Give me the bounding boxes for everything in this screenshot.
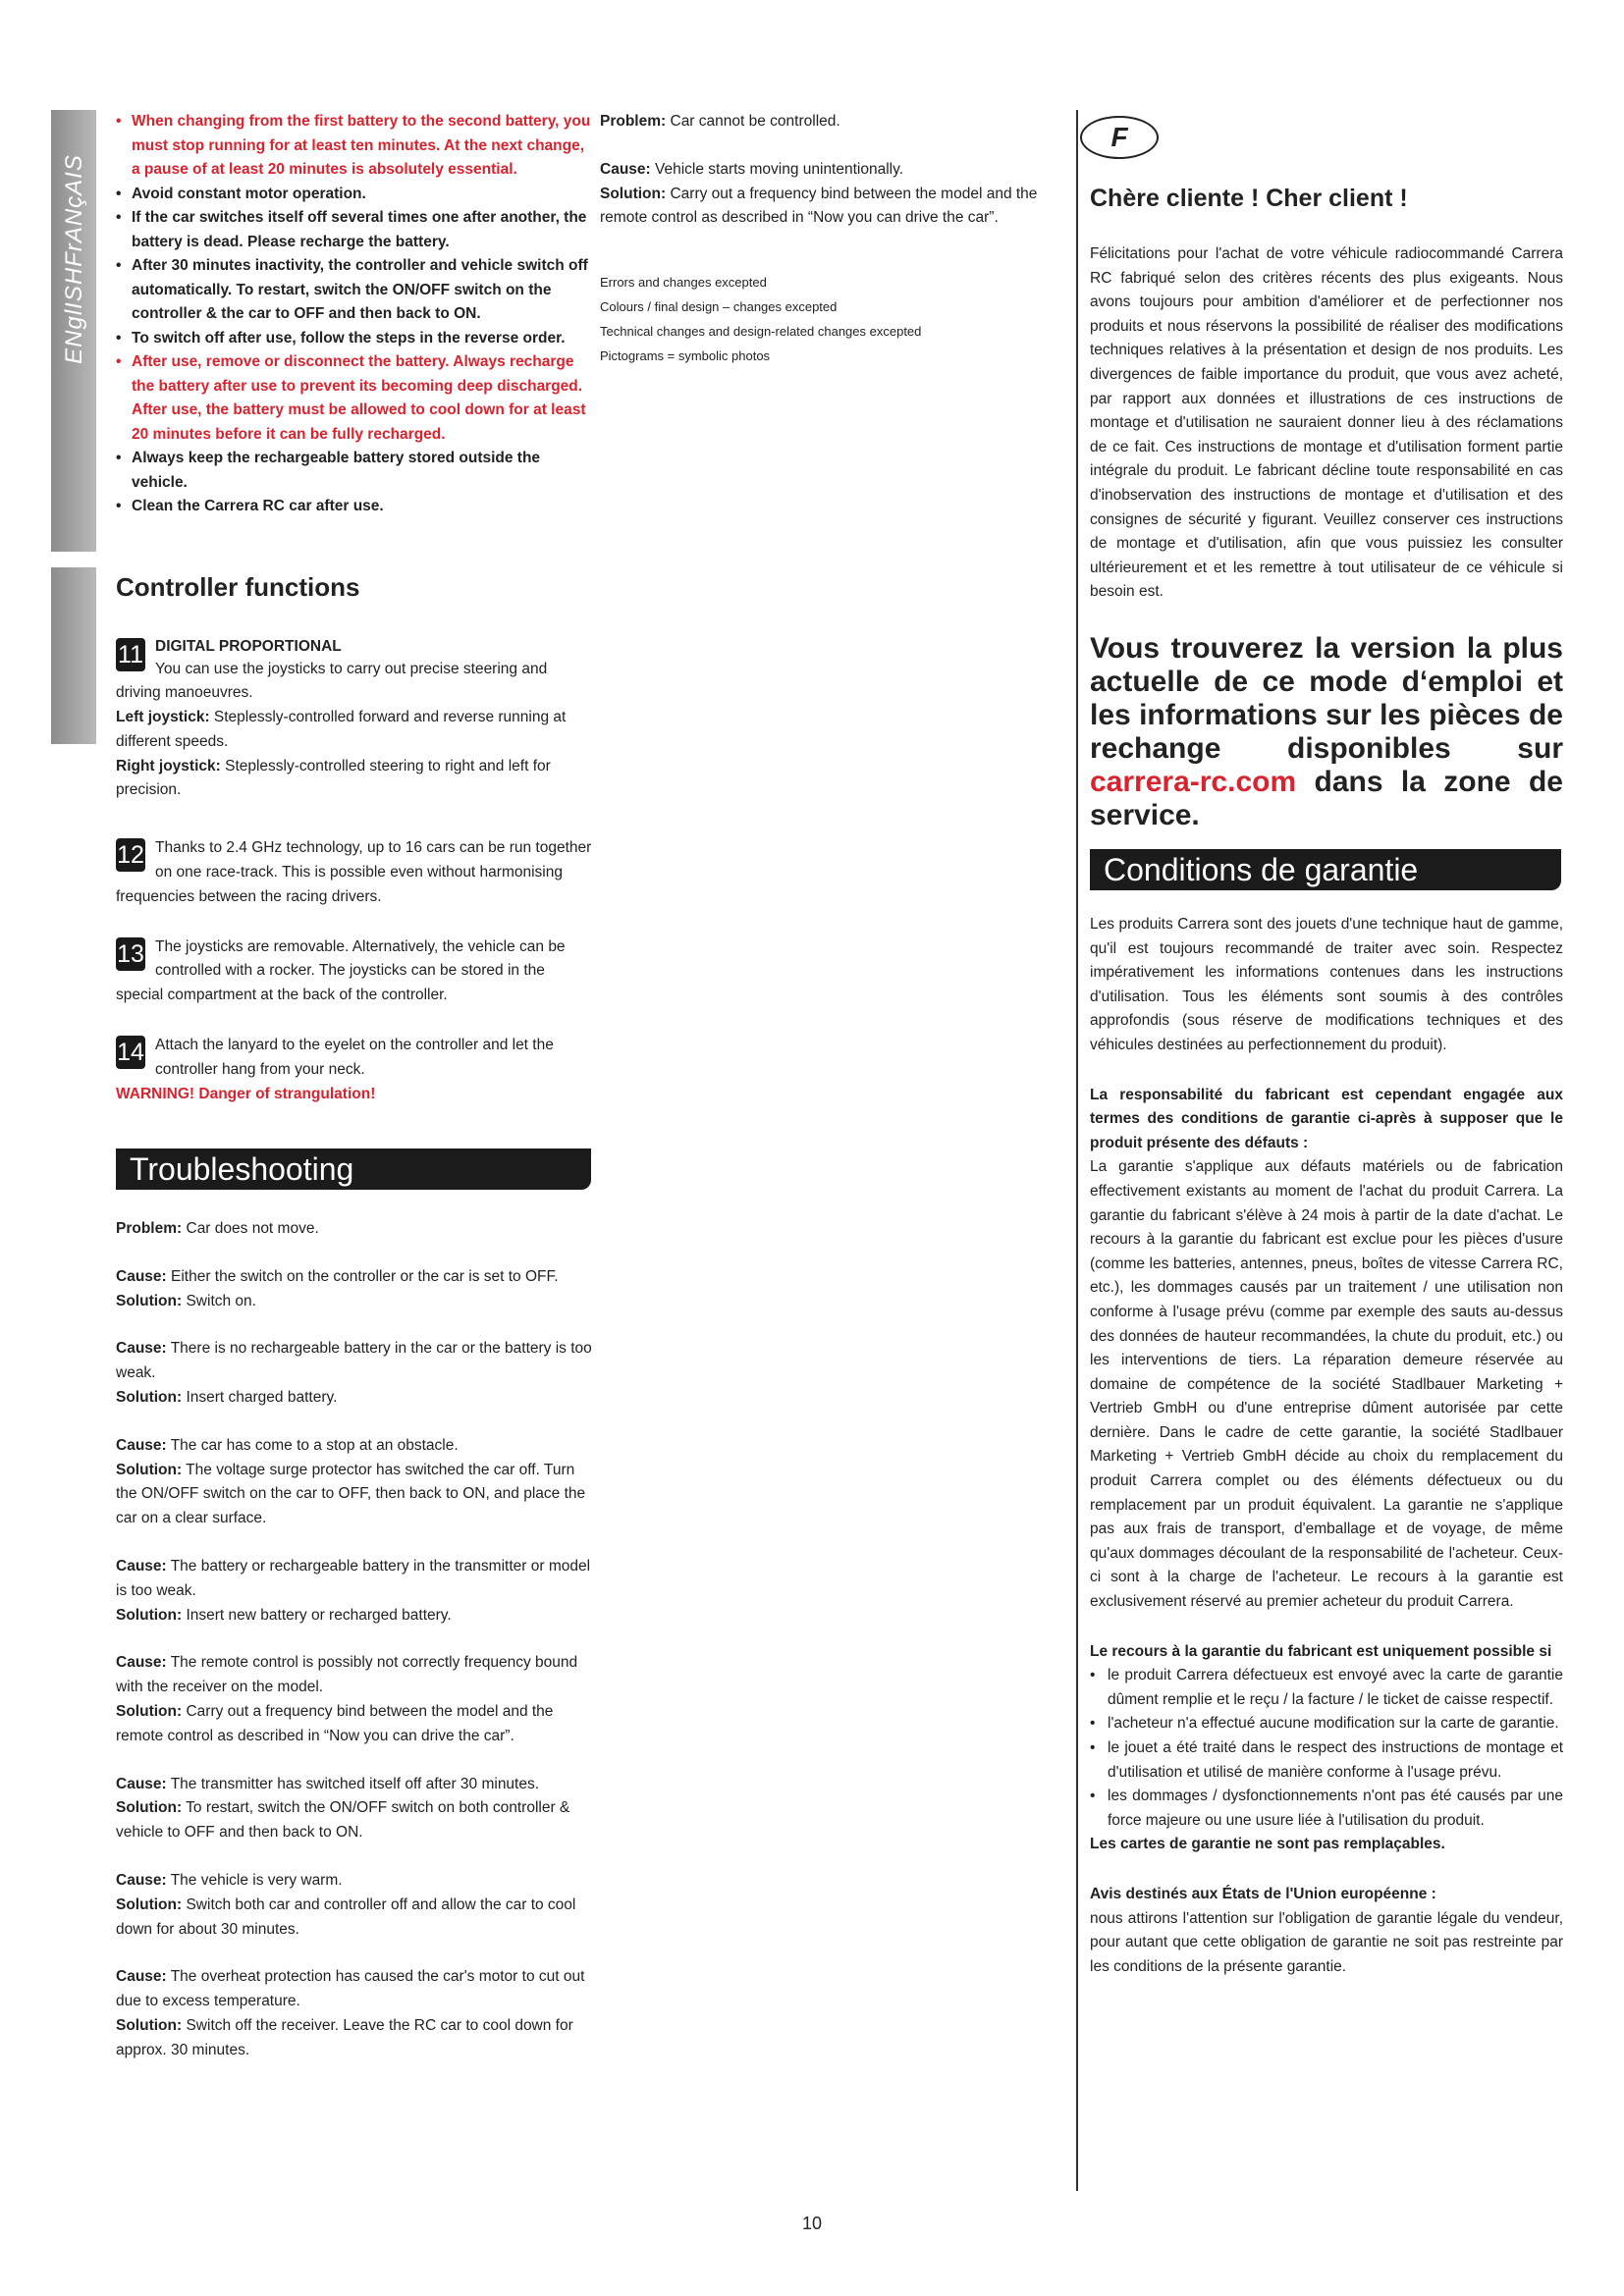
cause-line: Cause: The car has come to a stop at an obstacle. [116,1436,459,1454]
note: Colours / final design – changes excepted [600,299,838,315]
safety-bullet: • After 30 minutes inactivity, the controller and vehicle switch off automatically. To restart, switch the ON/OFF switch on the controller & the car to OFF and then back to ON. [116,254,592,327]
problem-line: Problem: Car cannot be controlled. [600,113,840,130]
cause-solution-block [116,1651,592,1748]
warranty-banner: Conditions de garantie [1090,849,1561,890]
column-right [1090,185,1563,832]
item-text: You can use the joysticks to carry out precise steering and driving manoeuvres. [116,660,548,702]
item-number-badge: 11 [116,638,145,671]
cards-note: Les cartes de garantie ne sont pas remplaçables. [1090,1836,1445,1853]
website-link[interactable]: carrera-rc.com [1090,765,1297,798]
cause-line: Cause: The overheat protection has caused the car's motor to cut out due to excess temperature. [116,1968,585,2010]
solution-line: Solution: Carry out a frequency bind between the model and the remote control as described in “Now you can drive the car”. [600,185,1038,227]
recourse-bullet: • le jouet a été traité dans le respect des instructions de montage et d'utilisation et utilisé de manière conforme à l'usage prévu. [1090,1736,1563,1785]
disclaimer-notes [600,270,1061,368]
item-heading: DIGITAL PROPORTIONAL [155,637,342,655]
safety-bullet: • To switch off after use, follow the steps in the reverse order. [116,327,592,351]
solution-line: Solution: Insert new battery or recharged battery. [116,1606,452,1624]
solution-line: Solution: Insert charged battery. [116,1388,338,1406]
safety-bullet: • Avoid constant motor operation. [116,183,592,207]
cause-line: Cause: The vehicle is very warm. [116,1871,343,1889]
side-tab-lower [51,567,96,744]
note: Errors and changes excepted [600,275,767,291]
liability-text: La garantie s'applique aux défauts matériels ou de fabrication effectivement existants au moment de l'achat du produit Carrera. La garantie du fabricant s'élève à 24 mois à partir de la date d'achat. Le recours à la garantie du fabricant est exclue pour les pièces d'usure (comme les batteries, antennes, pneus, boîtes de vitesse Carrera RC, etc.), les dommages causés par un traitement / une utilisation non conforme à l'usage prévu (comme par exemple des sauts au-dessus des données de hauteur recommandées, la chute du produit, etc.) ou les interventions de tiers. La réparation demeure réservée au domaine de compétence de la société Stadlbauer Marketing + Vertrieb GmbH ou d'une entreprise dûment autorisée par cette dernière. Dans le cadre de cette garantie, la société Stadlbauer Marketing + Vertrieb GmbH décide au choix du remplacement du produit Carrera complet ou des éléments défectueux ou du remplacement par un produit équivalent. La garantie ne s'applique pas aux frais de transport, d'emballage et de voyage, de même qu'aux dommages découlant de la responsabilité de l'acheteur. Ceux-ci sont à la charge de l'acheteur. Le recours à la garantie est exclusivement réservé au premier acheteur du produit Carrera. [1090,1158,1563,1611]
controller-item-13 [116,935,592,1008]
cause-line: Cause: Either the switch on the controller or the car is set to OFF. [116,1267,559,1285]
solution-line: Solution: To restart, switch the ON/OFF switch on both controller & vehicle to OFF and then back to ON. [116,1799,570,1842]
problem-line: Problem: Car does not move. [116,1220,319,1237]
cause-solution-block [116,1265,592,1314]
controller-functions-title: Controller functions [116,571,360,602]
cause-line: Cause: Vehicle starts moving unintentionally. [600,160,904,178]
safety-bullet: • Clean the Carrera RC car after use. [116,495,592,519]
liability-heading: La responsabilité du fabricant est cependant engagée aux termes des conditions de garantie ci-après à supposer que le produit présente des défauts : [1090,1086,1563,1151]
latest-version-notice: Vous trouverez la version la plus actuelle de ce mode d‘emploi et les informations sur les pièces de rechange disponibles sur carrera-rc.com dans la zone de service. [1090,631,1563,831]
solution-line: Solution: Switch on. [116,1292,256,1309]
safety-bullet: • Always keep the rechargeable battery stored outside the vehicle. [116,447,592,495]
cause-line: Cause: The remote control is possibly not correctly frequency bound with the receiver on the model. [116,1654,578,1696]
solution-line: Solution: Carry out a frequency bind between the model and the remote control as described in “Now you can drive the car”. [116,1702,554,1744]
cause-line: Cause: The transmitter has switched itself off after 30 minutes. [116,1775,540,1792]
recourse-heading: Le recours à la garantie du fabricant est uniquement possible si [1090,1642,1552,1660]
item-text: The joysticks are removable. Alternatively, the vehicle can be controlled with a rocker. The joysticks can be stored in the special compartment at the back of the controller. [116,937,566,1004]
safety-bullet: • When changing from the first battery to the second battery, you must stop running for at least ten minutes. At the next change, a pause of at least 20 minutes is absolutely essential. [116,110,592,183]
eu-heading: Avis destinés aux États de l'Union européenne : [1090,1885,1436,1902]
cause-solution-block [116,1555,592,1628]
solution-line: Solution: The voltage surge protector has switched the car off. Turn the ON/OFF switch on the car to OFF, then back to ON, and place the car on a clear surface. [116,1461,586,1527]
item-number-badge: 12 [116,838,145,872]
troubleshooting-list [116,1217,592,2087]
safety-bullet: • After use, remove or disconnect the battery. Always recharge the battery after use to prevent its becoming deep discharged. After use, the battery must be allowed to cool down for at least 20 minutes before it can be fully recharged. [116,350,592,447]
eu-text: nous attirons l'attention sur l'obligation de garantie légale du vendeur, pour autant que cette obligation de garantie ne soit pas restreinte par les conditions de la présente garantie. [1090,1909,1563,1975]
cause-solution-block [116,1337,592,1410]
item-text: Thanks to 2.4 GHz technology, up to 16 cars can be run together on one race-track. This is possible even without harmonising frequencies between the racing drivers. [116,839,592,905]
warranty-intro: Les produits Carrera sont des jouets d'une technique haut de gamme, qu'il est toujours recommandé de traiter avec soin. Respectez impérativement les informations contenues dans les instructions d'utilisation. Tous les éléments sont soumis à des contrôles approfondis (sous réserve de modifications techniques et des véhicules destinées au perfectionnement du produit). [1090,916,1563,1053]
cause-solution-block [116,1869,592,1942]
safety-bullet-list [116,110,592,519]
controller-item-12 [116,836,592,909]
safety-bullet: • If the car switches itself off several times one after another, the battery is dead. Please recharge the battery. [116,206,592,254]
item-text: Attach the lanyard to the eyelet on the controller and let the controller hang from your neck. [155,1037,554,1078]
cause-solution-block [116,1965,592,2062]
cause-line: Cause: The battery or rechargeable battery in the transmitter or model is too weak. [116,1557,591,1599]
note: Pictograms = symbolic photos [600,348,771,364]
cause-line: Cause: There is no rechargeable battery in the car or the battery is too weak. [116,1340,592,1382]
left-joystick-text: Left joystick: Steplessly-controlled forward and reverse running at different speeds. [116,709,567,750]
item-number-badge: 14 [116,1036,145,1069]
column-divider [1076,110,1078,2191]
item-number-badge: 13 [116,937,145,971]
column-middle [600,110,1061,368]
french-language-logo: F [1080,116,1159,159]
controller-item-14 [116,1034,592,1106]
greeting-title: Chère cliente ! Cher client ! [1090,185,1408,212]
warranty-section [1090,913,1563,1979]
recourse-bullet: • le produit Carrera défectueux est envoyé avec la carte de garantie dûment remplie et le reçu / la facture / le ticket de caisse respectif. [1090,1664,1563,1712]
intro-text: Félicitations pour l'achat de votre véhicule radiocommandé Carrera RC fabriqué selon des critères récents des plus exigeants. Nous avons toujours pour ambition d'améliorer et de perfectionner nos produits et nous réservons la possibilité de réaliser des modifications techniques relatives à la présentation et design de nos produits. Les divergences de faible importance du produit, que vous avez acheté, par rapport aux données et illustrations de ces instructions de montage et d'utilisation ne sauraient donner lieu à des réclamations de ce fait. Ces instructions de montage et d'utilisation forment partie intégrale du produit. Le fabricant décline toute responsabilité en cas d'inobservation des instructions de montage et d'utilisation et des consignes de sécurité y figurant. Veuillez conserver ces instructions de montage et d'utilisation, afin que vous puissiez les consulter ultérieurement et et les remettre à tout utilisateur de ce véhicule si besoin est. [1090,245,1563,601]
solution-line: Solution: Switch both car and controller off and allow the car to cool down for about 30 minutes. [116,1896,576,1938]
column-left [116,110,592,1106]
cause-solution-block [116,1434,592,1531]
troubleshooting-banner: Troubleshooting [116,1148,591,1190]
right-joystick-text: Right joystick: Steplessly-controlled steering to right and left for precision. [116,757,551,799]
page-number: 10 [801,2214,823,2233]
side-tab-label: ENglISHFrANçAIS [61,154,87,364]
cause-solution-block [116,1773,592,1845]
controller-item-11 [116,636,592,804]
strangulation-warning: WARNING! Danger of strangulation! [116,1085,376,1102]
recourse-bullet: • les dommages / dysfonctionnements n'ont pas été causés par une force majeure ou une usure liée à l'utilisation du produit. [1090,1785,1563,1833]
recourse-bullet: • l'acheteur n'a effectué aucune modification sur la carte de garantie. [1090,1712,1563,1736]
solution-line: Solution: Switch off the receiver. Leave the RC car to cool down for approx. 30 minutes. [116,2016,573,2058]
note: Technical changes and design-related changes excepted [600,324,922,340]
